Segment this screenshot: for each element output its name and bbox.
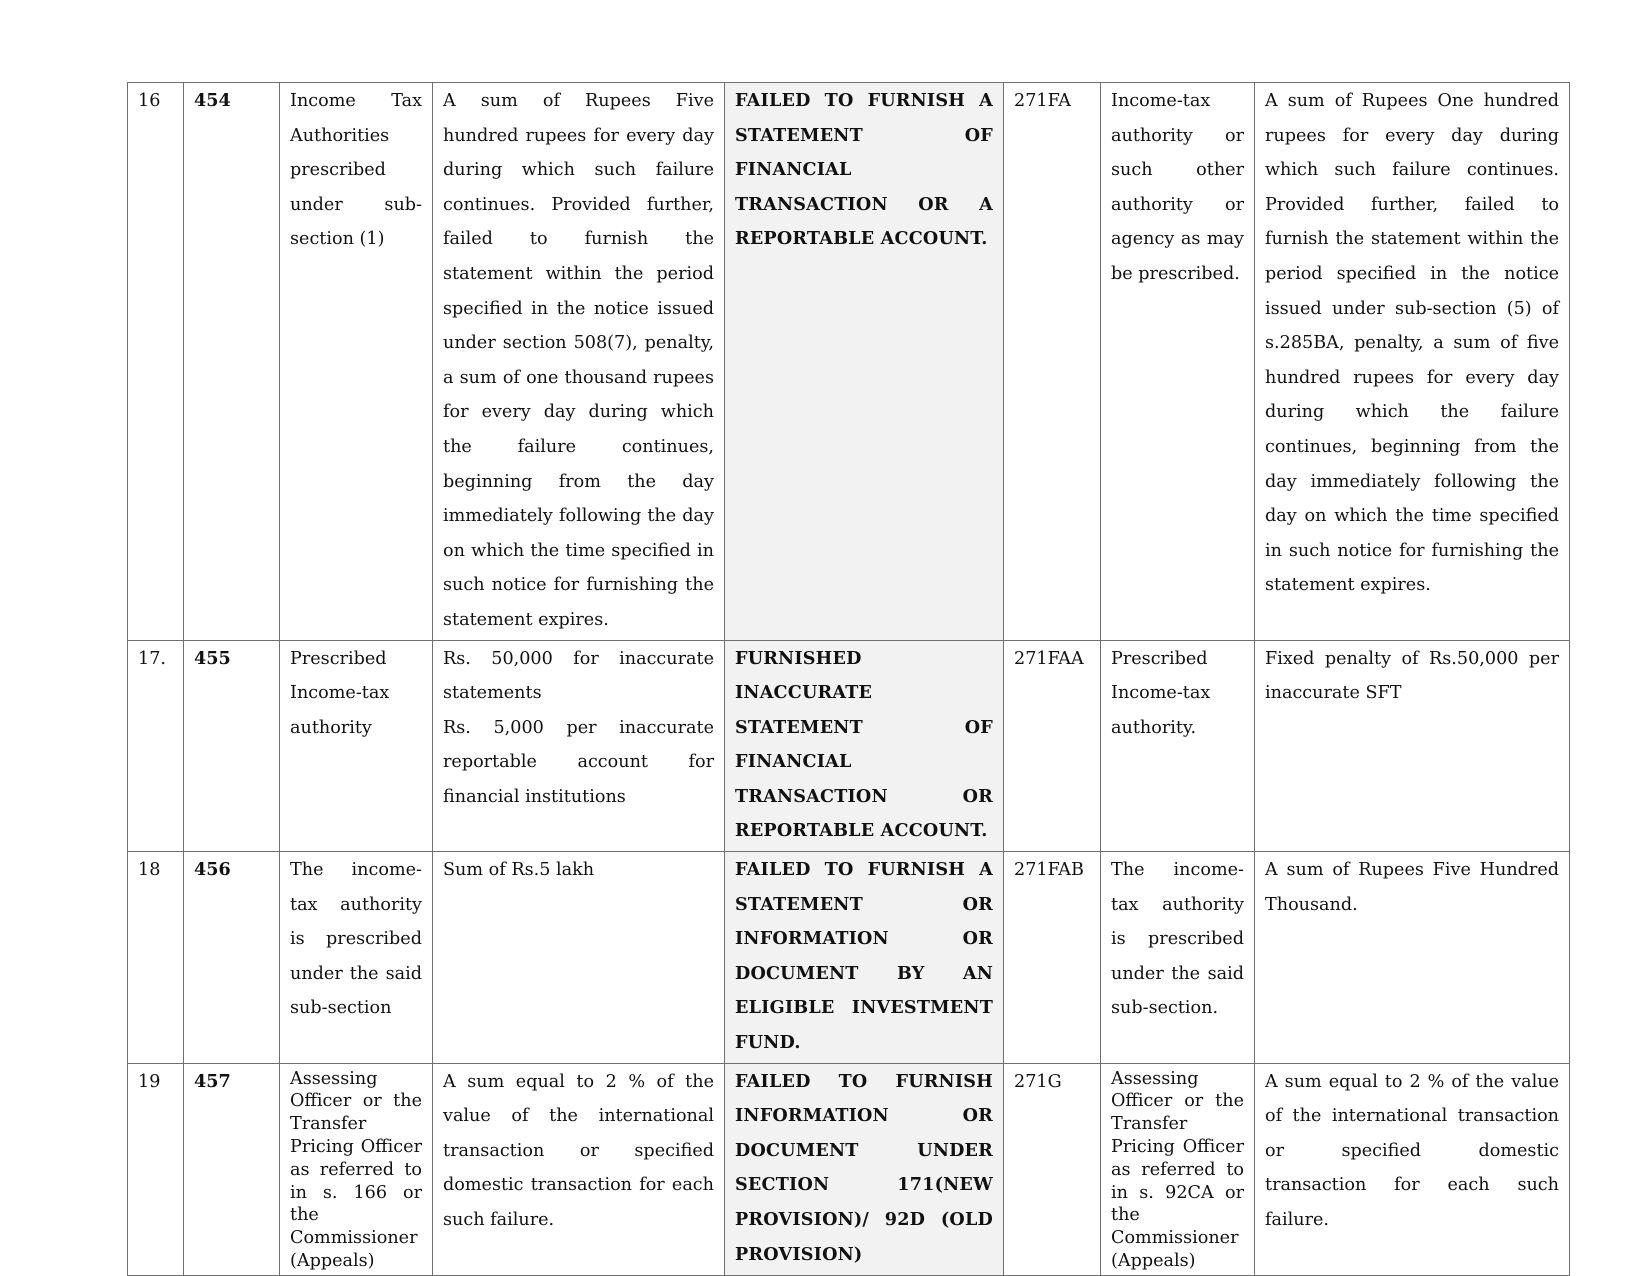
penalty-old-cell: Fixed penalty of Rs.50,000 per inaccurate SFT — [1255, 640, 1570, 852]
table-row — [128, 83, 1570, 641]
new-section-cell: 457 — [184, 1063, 280, 1275]
penalty-old-cell: A sum of Rupees One hundred rupees for every day during which such failure continues. Provided further, failed to furnish the statement within the period specified in the notice issued under sub-section (5) of s.285BA, penalty, a sum of five hundred rupees for every day during which the failure continues, beginning from the day immediately following the day on which the time specified in such notice for furnishing the statement expires. — [1255, 83, 1570, 641]
authority-cell: The income-tax authority is prescribed under the said sub-section — [280, 852, 433, 1064]
serial-number-cell: 19 — [128, 1063, 184, 1275]
old-section-cell: 271G — [1004, 1063, 1101, 1275]
table-row — [128, 852, 1570, 1064]
penalty-new-cell: A sum equal to 2 % of the value of the international transaction or specified domestic transaction for each such failure. — [433, 1063, 725, 1275]
new-section-cell: 455 — [184, 640, 280, 852]
serial-number-cell: 17. — [128, 640, 184, 852]
penalty-new-line-1: Rs. 50,000 for inaccurate statements — [443, 648, 714, 704]
table-row — [128, 640, 1570, 852]
old-section-cell: 271FAB — [1004, 852, 1101, 1064]
penalty-new-cell: Sum of Rs.5 lakh — [433, 852, 725, 1064]
nature-of-default-cell: FAILED TO FURNISH INFORMATION OR DOCUMENT UNDER SECTION 171(NEW PROVISION)/ 92D (OLD PROVISION) — [725, 1063, 1004, 1275]
new-section-cell: 454 — [184, 83, 280, 641]
authority-cell: Income Tax Authorities prescribed under sub-section (1) — [280, 83, 433, 641]
nature-of-default-cell: FAILED TO FURNISH A STATEMENT OF FINANCIAL TRANSACTION OR A REPORTABLE ACCOUNT. — [725, 83, 1004, 641]
penalty-old-cell: A sum equal to 2 % of the value of the international transaction or specified domestic transaction for each such failure. — [1255, 1063, 1570, 1275]
authority-cell: Prescribed Income-tax authority — [280, 640, 433, 852]
authority-old-cell: Assessing Officer or the Transfer Pricing Officer as referred to in s. 92CA or the Commissioner (Appeals) — [1101, 1063, 1255, 1275]
nature-of-default-cell: FURNISHED INACCURATE STATEMENT OF FINANCIAL TRANSACTION OR REPORTABLE ACCOUNT. — [725, 640, 1004, 852]
penalty-new-cell: A sum of Rupees Five hundred rupees for every day during which such failure continues. Provided further, failed to furnish the statement within the period specified in the notice issued under section 508(7), penalty, a sum of one thousand rupees for every day during which the failure continues, beginning from the day immediately following the day on which the time specified in such notice for furnishing the statement expires. — [433, 83, 725, 641]
table-row — [128, 1063, 1570, 1275]
nature-of-default-cell: FAILED TO FURNISH A STATEMENT OR INFORMATION OR DOCUMENT BY AN ELIGIBLE INVESTMENT FUND. — [725, 852, 1004, 1064]
authority-old-cell: Income-tax authority or such other authority or agency as may be prescribed. — [1101, 83, 1255, 641]
serial-number-cell: 18 — [128, 852, 184, 1064]
new-section-cell: 456 — [184, 852, 280, 1064]
authority-cell: Assessing Officer or the Transfer Pricing Officer as referred to in s. 166 or the Commissioner (Appeals) — [280, 1063, 433, 1275]
penalty-new-line-2: Rs. 5,000 per inaccurate reportable account for financial institutions — [443, 717, 714, 807]
old-section-cell: 271FAA — [1004, 640, 1101, 852]
authority-old-cell: Prescribed Income-tax authority. — [1101, 640, 1255, 852]
serial-number-cell: 16 — [128, 83, 184, 641]
penalty-old-cell: A sum of Rupees Five Hundred Thousand. — [1255, 852, 1570, 1064]
penalty-new-cell — [433, 640, 725, 852]
authority-old-cell: The income-tax authority is prescribed under the said sub-section. — [1101, 852, 1255, 1064]
penalty-comparison-table — [127, 82, 1570, 1276]
old-section-cell: 271FA — [1004, 83, 1101, 641]
